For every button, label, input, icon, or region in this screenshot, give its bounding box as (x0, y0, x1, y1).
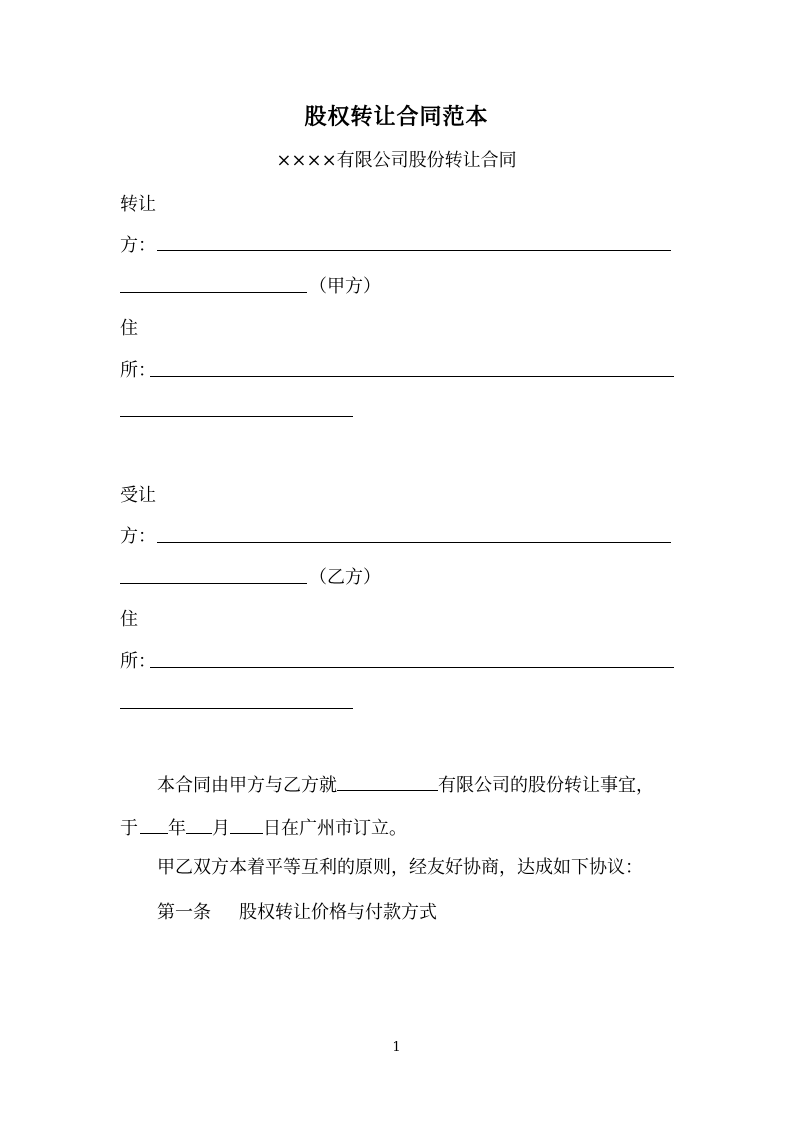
article-heading (157, 898, 437, 924)
article-title: 股权转让价格与付款方式 (239, 902, 437, 923)
transferee-label-line2: 方： (120, 526, 156, 547)
year-label: 年 (168, 818, 186, 839)
transferor-address-blank-continued (120, 416, 353, 417)
paragraph-parties (157, 771, 654, 797)
transferor-address-label-line2: 所： (120, 360, 156, 381)
paragraph-parties-text-1: 本合同由甲方与乙方就 (157, 775, 337, 796)
transferor-party-suffix: （甲方） (309, 276, 381, 297)
transferor-name-blank-continued (120, 292, 307, 293)
company-name-blank (337, 772, 438, 791)
transferor-address-blank (150, 376, 674, 377)
transferor-name-blank (157, 250, 671, 251)
transferee-address-label-line2: 所： (120, 651, 156, 672)
day-blank (230, 815, 263, 834)
transferor-address-label-line1: 住 (120, 318, 138, 339)
transferee-label-line1: 受让 (120, 485, 156, 506)
date-prefix: 于 (120, 818, 138, 839)
paragraph-agreement: 甲乙双方本着平等互利的原则，经友好协商，达成如下协议： (157, 857, 643, 878)
article-number: 第一条 (157, 902, 211, 923)
transferee-address-label-line1: 住 (120, 609, 138, 630)
month-label: 月 (212, 818, 230, 839)
year-blank (140, 815, 168, 834)
transferee-party-suffix: （乙方） (309, 567, 381, 588)
transferee-address-blank (150, 667, 674, 668)
paragraph-date (120, 814, 407, 840)
day-label-and-place: 日在广州市订立。 (263, 818, 407, 839)
paragraph-parties-text-2: 有限公司的股份转让事宜， (438, 775, 654, 796)
month-blank (186, 815, 212, 834)
transferee-address-blank-continued (120, 708, 353, 709)
document-subtitle: ××××有限公司股份转让合同 (276, 150, 517, 171)
page-number: 1 (392, 1040, 401, 1055)
transferor-label-line1: 转让 (120, 194, 156, 215)
transferor-label-line2: 方： (120, 235, 156, 256)
transferee-name-blank (157, 542, 671, 543)
document-title: 股权转让合同范本 (304, 104, 489, 130)
transferee-name-blank-continued (120, 583, 307, 584)
